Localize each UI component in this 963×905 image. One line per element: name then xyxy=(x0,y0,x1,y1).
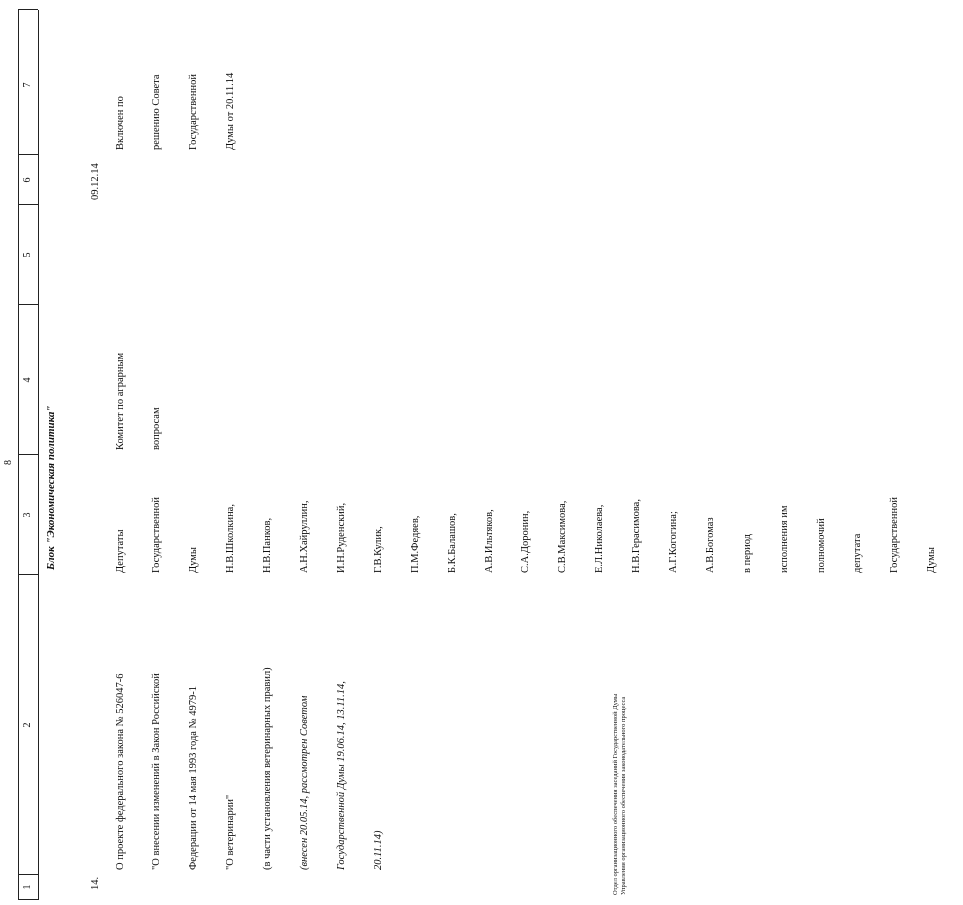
column-number: 4 xyxy=(22,377,33,383)
column-number: 2 xyxy=(22,722,33,728)
author-line: С.А.Доронин, xyxy=(520,510,532,573)
author-line: А.Н.Хайруллин, xyxy=(299,500,311,573)
column-number: 6 xyxy=(22,177,33,183)
author-line: Н.В.Школкина, xyxy=(225,504,237,573)
column-divider xyxy=(18,154,38,155)
author-line: Думы xyxy=(926,547,938,573)
author-line: Н.В.Панков, xyxy=(262,517,274,573)
author-line: Депутаты xyxy=(114,529,126,573)
author-line: А.Г.Когогина; xyxy=(667,511,679,573)
note-line: решению Совета xyxy=(151,74,163,150)
bill-status-line: 20.11.14) xyxy=(372,830,384,870)
author-line: Е.Л.Николаева, xyxy=(594,504,606,573)
author-line: И.Н.Руденский, xyxy=(335,502,347,573)
author-line: Государственной xyxy=(889,497,901,573)
table-border-top xyxy=(18,10,19,900)
author-line: Думы xyxy=(188,547,200,573)
bill-title-line: О проекте федерального закона № 526047-6 xyxy=(114,673,126,870)
column-divider xyxy=(18,304,38,305)
block-title: Блок "Экономическая политика" xyxy=(45,405,57,570)
column-number: 1 xyxy=(22,884,33,890)
author-line: П.М.Федяев, xyxy=(409,515,421,573)
footer-directorate: Управления организационного обеспечения законодательного процесса xyxy=(620,696,627,895)
bill-title-line: Федерации от 14 мая 1993 года № 4979-1 xyxy=(188,686,200,870)
table-header-divider xyxy=(38,10,39,900)
note-line: Включен по xyxy=(114,96,126,150)
author-line: А.В.Ильтяков, xyxy=(483,509,495,573)
bill-title xyxy=(90,667,410,870)
author-line: исполнения им xyxy=(778,505,790,573)
author-line: Б.К.Балашов, xyxy=(446,513,458,573)
bill-authors xyxy=(90,497,963,573)
note-line: Думы от 20.11.14 xyxy=(225,72,237,150)
author-line: в период xyxy=(741,533,753,573)
committee-line: вопросам xyxy=(151,407,163,450)
bill-title-line: "О внесении изменений в Закон Российской xyxy=(151,673,163,870)
inclusion-note xyxy=(90,73,262,150)
bill-title-line: (в части установления ветеринарных правил) xyxy=(262,667,274,870)
column-divider xyxy=(18,204,38,205)
column-divider xyxy=(18,574,38,575)
bill-title-line: "О ветеринарии" xyxy=(225,794,237,870)
consideration-date: 09.12.14 xyxy=(90,163,101,200)
column-number: 5 xyxy=(22,252,33,258)
author-line: А.В.Богомаз xyxy=(704,517,716,573)
author-line: Н.В.Герасимова, xyxy=(631,499,643,573)
page-number: 8 xyxy=(3,460,14,465)
column-divider xyxy=(18,454,38,455)
committee xyxy=(90,353,188,450)
table-border-right xyxy=(18,9,38,10)
row-number: 14. xyxy=(90,876,101,890)
committee-line: Комитет по аграрным xyxy=(114,352,126,450)
note-line: Государственной xyxy=(188,74,200,150)
column-number: 3 xyxy=(22,512,33,518)
column-number: 7 xyxy=(22,82,33,88)
author-line: Государственной xyxy=(151,497,163,573)
author-line: С.В.Максимова, xyxy=(557,500,569,573)
bill-status-line: (внесен 20.05.14, рассмотрен Советом xyxy=(299,695,311,870)
footer-department: Отдел организационного обеспечения заседаний Государственной Думы xyxy=(612,693,619,895)
bill-status-line: Государственной Думы 19.06.14, 13.11.14, xyxy=(335,681,347,870)
author-line: полномочий xyxy=(815,518,827,573)
author-line: Г.В.Кулик, xyxy=(372,526,384,573)
author-line: депутата xyxy=(852,533,864,573)
